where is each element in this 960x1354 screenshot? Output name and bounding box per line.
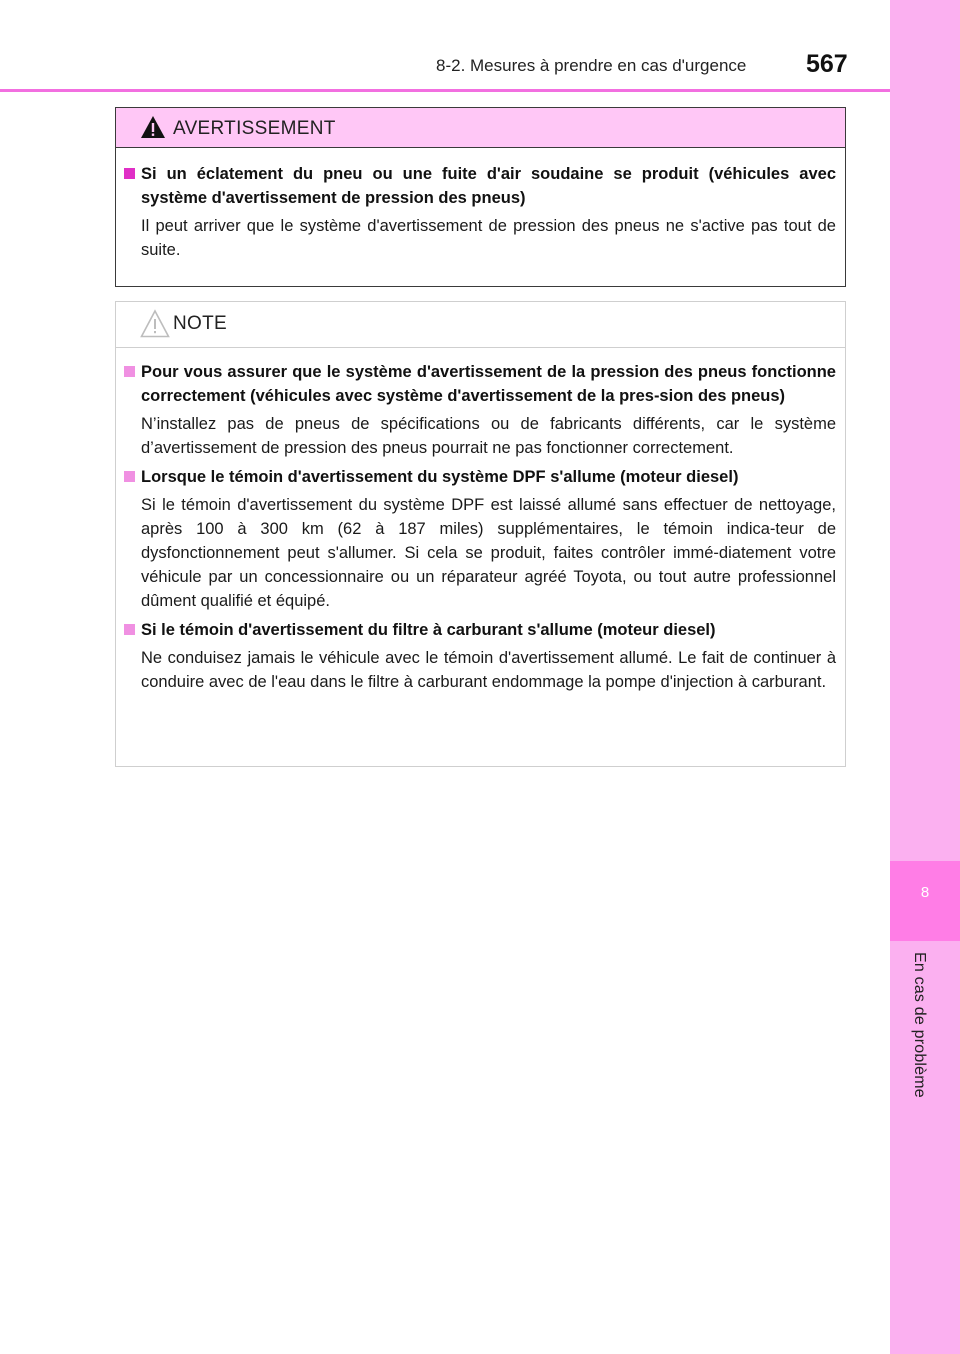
chapter-title: En cas de problème (911, 952, 928, 1098)
warning-item-text: Il peut arriver que le système d'avertissement de pression des pneus ne s'active pas tout de suite. (141, 217, 836, 259)
note-box-body (116, 348, 845, 694)
chapter-side-tab (890, 0, 960, 1354)
note-item-heading (124, 465, 836, 489)
warning-item-heading (124, 162, 836, 210)
header-divider (0, 89, 890, 92)
note-item-heading (124, 618, 836, 642)
square-bullet-icon (124, 366, 135, 377)
note-box (115, 301, 846, 767)
warning-item (124, 162, 836, 262)
note-item-heading (124, 360, 836, 408)
section-title: 8-2. Mesures à prendre en cas d'urgence (436, 56, 747, 75)
note-item-text: Ne conduisez jamais le véhicule avec le témoin d'avertissement allumé. Le fait de continuer à conduire avec de l'eau dans le filtre à carburant endommage la pompe d'injection à carburant. (141, 649, 836, 691)
warning-item-title: Si un éclatement du pneu ou une fuite d'air soudaine se produit (véhicules avec système d'avertissement de pression des pneus) (141, 165, 836, 207)
note-box-header (116, 302, 845, 348)
square-bullet-icon (124, 168, 135, 179)
note-item-text: Si le témoin d'avertissement du système DPF est laissé allumé sans effectuer de nettoyage, après 100 à 300 km (62 à 187 miles) supplémentaires, le témoin indica-teur de dysfonctionnement peut s'allumer. Si cela se produit, faites contrôler immé-diatement votre véhicule par un concessionnaire ou un réparateur agréé Toyota, ou tout autre professionnel dûment qualifié et équipé. (141, 496, 836, 610)
warning-triangle-icon (140, 115, 166, 139)
chapter-number: 8 (920, 884, 930, 901)
note-box-title: NOTE (173, 313, 227, 334)
note-item-title: Pour vous assurer que le système d'avertissement de la pression des pneus fonctionne correctement (véhicules avec système d'avertissement de la pres-sion des pneus) (141, 363, 836, 405)
note-item (124, 465, 836, 613)
square-bullet-icon (124, 471, 135, 482)
note-item-title: Lorsque le témoin d'avertissement du système DPF s'allume (moteur diesel) (141, 468, 739, 486)
warning-box-body (116, 148, 845, 262)
square-bullet-icon (124, 624, 135, 635)
caution-triangle-outline-icon (140, 309, 170, 339)
note-item-text: N’installez pas de pneus de spécifications ou de fabricants différents, car le système d’avertissement de pression des pneus pourrait ne pas fonctionner correctement. (141, 415, 836, 457)
note-item-title: Si le témoin d'avertissement du filtre à carburant s'allume (moteur diesel) (141, 621, 716, 639)
warning-box (115, 107, 846, 287)
warning-box-header (116, 108, 845, 148)
page-number: 567 (806, 50, 848, 78)
warning-box-title: AVERTISSEMENT (173, 118, 336, 139)
note-item (124, 360, 836, 460)
note-item (124, 618, 836, 694)
chapter-number-block (890, 861, 960, 941)
